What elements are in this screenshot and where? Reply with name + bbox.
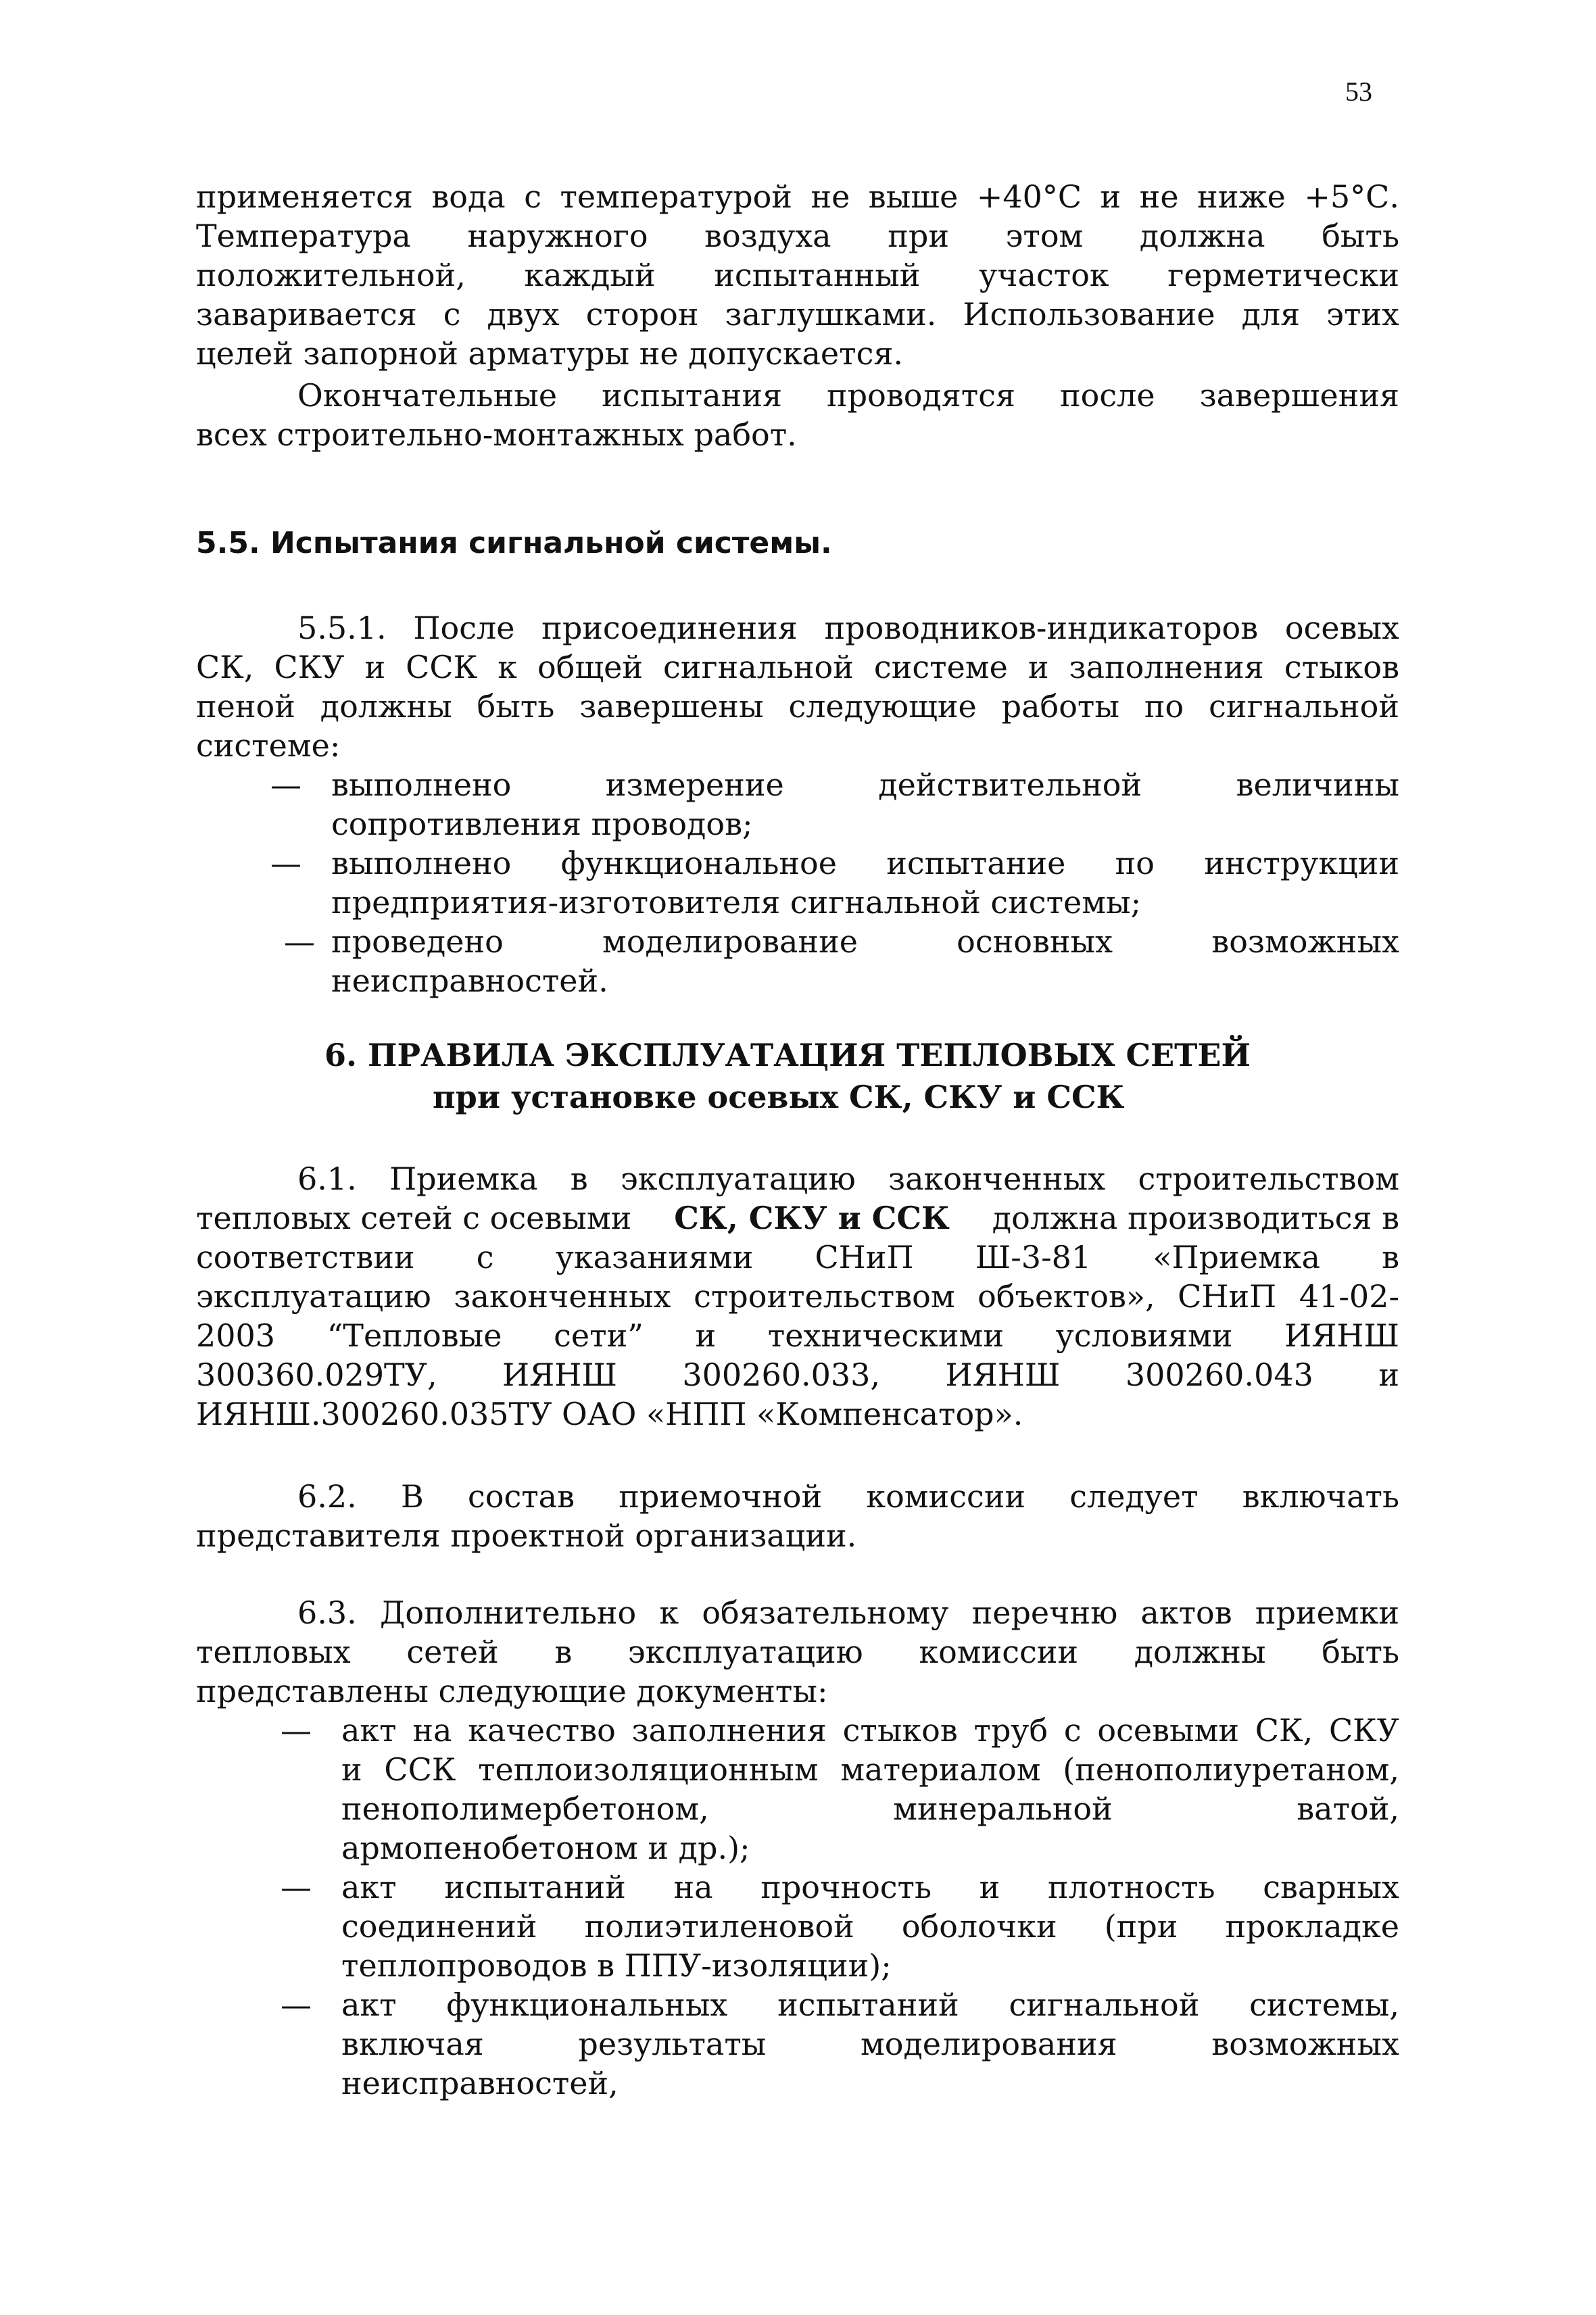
- text-line: соответствии с указаниями СНиП Ш-3-81 «Приемка в: [196, 1239, 1399, 1275]
- text-line: 300360.029ТУ, ИЯНШ 300260.033, ИЯНШ 300260.043 и: [196, 1357, 1399, 1393]
- list-item: [196, 1711, 1399, 1868]
- text-line: 5.5.1. После присоединения проводников-индикаторов осевых: [297, 610, 1399, 646]
- text-line: системе:: [196, 727, 341, 764]
- text-line: [196, 1198, 1399, 1238]
- text-line: Окончательные испытания проводятся после завершения: [297, 377, 1399, 414]
- list-item: [196, 922, 1399, 1000]
- list-item: [196, 1868, 1399, 1985]
- list-6-3: [196, 1711, 1399, 2103]
- list-item-line: и ССК теплоизоляционным материалом (пенополиуретаном,: [341, 1751, 1399, 1788]
- heading-line: при установке осевых СК, СКУ и ССК: [433, 1079, 1125, 1115]
- text-line: целей запорной арматуры не допускается.: [196, 335, 904, 372]
- list-item-line: выполнено функциональное испытание по инструкции: [331, 845, 1399, 881]
- text-line: заваривается с двух сторон заглушками. Использование для этих: [196, 296, 1399, 333]
- text-line: пеной должны быть завершены следующие работы по сигнальной: [196, 688, 1399, 725]
- paragraph-6-3: [196, 1593, 1399, 1711]
- page-number: 53: [1345, 76, 1372, 107]
- list-item-line: выполнено измерение действительной величины: [331, 766, 1399, 803]
- paragraph-6-1: [196, 1159, 1399, 1434]
- text-line: 2003 “Тепловые сети” и техническими условиями ИЯНШ: [196, 1317, 1399, 1354]
- dash-marker: —: [270, 845, 301, 881]
- text-line: СК, СКУ и ССК к общей сигнальной системе и заполнения стыков: [196, 649, 1399, 685]
- text-line: Температура наружного воздуха при этом должна быть: [196, 218, 1399, 254]
- list-item-line: сопротивления проводов;: [331, 806, 753, 842]
- text-line: представлены следующие документы:: [196, 1673, 828, 1709]
- text-line: эксплуатацию законченных строительством объектов», СНиП 41-02-: [196, 1278, 1399, 1315]
- dash-marker: —: [281, 1987, 312, 2023]
- list-item-line: включая результаты моделирования возможных: [341, 2026, 1399, 2062]
- list-item-line: армопенобетоном и др.);: [341, 1830, 750, 1866]
- list-item: [196, 765, 1399, 844]
- text-line: ИЯНШ.300260.035ТУ ОАО «НПП «Компенсатор».: [196, 1396, 1023, 1432]
- list-item-line: акт функциональных испытаний сигнальной системы,: [341, 1987, 1399, 2023]
- text-line: 6.3. Дополнительно к обязательному перечню актов приемки: [297, 1594, 1399, 1631]
- list-item-line: предприятия-изготовителя сигнальной системы;: [331, 884, 1142, 921]
- text-line: применяется вода с температурой не выше +40°С и не ниже +5°С.: [196, 178, 1399, 215]
- paragraph-6-2: [196, 1477, 1399, 1555]
- dash-marker: —: [281, 1869, 312, 1905]
- text-line: всех строительно-монтажных работ.: [196, 416, 797, 453]
- text-span: тепловых сетей с осевыми: [196, 1200, 642, 1236]
- dash-marker: —: [270, 766, 301, 803]
- dash-marker: —: [284, 923, 315, 960]
- section-heading-5-5: 5.5. Испытания сигнальной системы.: [196, 526, 832, 560]
- list-item-line: неисправностей.: [331, 962, 608, 999]
- text-line: 6.2. В состав приемочной комиссии следует включать: [297, 1478, 1399, 1515]
- list-item-line: пенополимербетоном, минеральной ватой,: [341, 1790, 1399, 1827]
- list-item-line: неисправностей,: [341, 2065, 619, 2101]
- list-item-line: теплопроводов в ППУ-изоляции);: [341, 1947, 892, 1984]
- list-item-line: соединений полиэтиленовой оболочки (при прокладке: [341, 1908, 1399, 1945]
- intro-paragraph: [196, 177, 1399, 373]
- dash-marker: —: [281, 1712, 312, 1749]
- heading-line: 6. ПРАВИЛА ЭКСПЛУАТАЦИЯ ТЕПЛОВЫХ СЕТЕЙ: [324, 1037, 1251, 1073]
- section-heading-6: [324, 1034, 1271, 1118]
- list-item-line: акт на качество заполнения стыков труб с осевыми СК, СКУ: [341, 1712, 1399, 1749]
- text-line: положительной, каждый испытанный участок герметически: [196, 257, 1399, 293]
- text-line: 6.1. Приемка в эксплуатацию законченных строительством: [297, 1161, 1399, 1197]
- final-tests-paragraph: [196, 376, 1399, 454]
- list-item-line: акт испытаний на прочность и плотность сварных: [341, 1869, 1399, 1905]
- bold-span: СК, СКУ и ССК: [674, 1200, 950, 1236]
- list-5-5-1: [196, 765, 1399, 1000]
- list-item: [196, 844, 1399, 922]
- list-item-line: проведено моделирование основных возможных: [331, 923, 1399, 960]
- list-item: [196, 1985, 1399, 2103]
- text-line: тепловых сетей в эксплуатацию комиссии должны быть: [196, 1634, 1399, 1670]
- paragraph-5-5-1: [196, 608, 1399, 765]
- text-span: должна производиться в: [982, 1200, 1399, 1236]
- text-line: представителя проектной организации.: [196, 1517, 857, 1554]
